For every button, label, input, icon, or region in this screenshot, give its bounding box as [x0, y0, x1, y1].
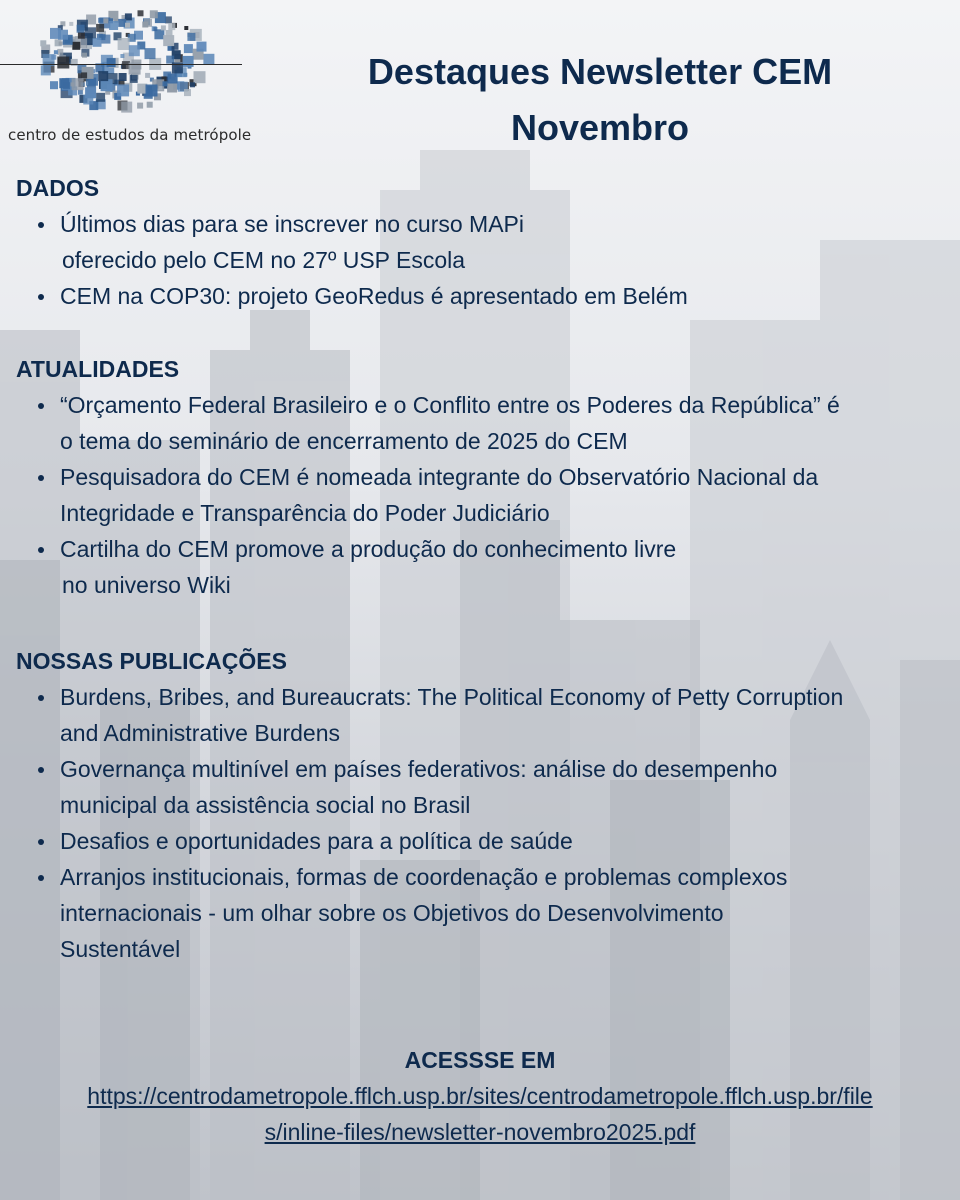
- logo-tile: [146, 85, 158, 97]
- logo-tile: [137, 103, 143, 109]
- logo-tile: [98, 71, 108, 81]
- logo-tile: [165, 16, 172, 23]
- logo-tile: [82, 53, 87, 58]
- logo-tile: [63, 82, 70, 89]
- logo-tile: [168, 74, 178, 84]
- item-line: Últimos dias para se inscrever no curso MAPi: [60, 211, 524, 237]
- logo-tile: [57, 49, 63, 55]
- list-item: [16, 751, 946, 823]
- logo-tile: [54, 50, 58, 54]
- logo-tile: [59, 42, 63, 46]
- access-heading: ACESSSE EM: [404, 1047, 556, 1073]
- item-line: Burdens, Bribes, and Bureaucrats: The Political Economy of Petty Corruption: [60, 684, 844, 710]
- item-line: Cartilha do CEM promove a produção do conhecimento livre: [60, 536, 677, 562]
- logo-tile: [187, 33, 195, 41]
- logo-tile: [96, 24, 104, 32]
- logo-tile: [103, 18, 108, 23]
- logo-tile: [159, 86, 163, 90]
- logo-tile: [163, 81, 168, 86]
- newsletter-link-line-1[interactable]: https://centrodametropole.fflch.usp.br/sites/centrodametropole.fflch.usp.br/file: [87, 1083, 873, 1109]
- section-dados: [16, 170, 946, 314]
- logo-tile: [72, 42, 80, 50]
- cem-logo: [0, 6, 250, 146]
- access-block: [0, 1042, 960, 1150]
- bullet-icon: [38, 839, 44, 845]
- logo-tile: [142, 22, 148, 28]
- logo-tile: [50, 81, 58, 89]
- logo-tile: [78, 90, 83, 95]
- item-line: Governança multinível em países federativos: análise do desempenho: [60, 756, 778, 782]
- logo-tile: [183, 56, 194, 67]
- logo-tile: [166, 56, 174, 64]
- section-heading-atualidades: ATUALIDADES: [16, 356, 180, 382]
- logo-tile: [184, 89, 191, 96]
- bullet-icon: [38, 547, 44, 553]
- logo-tile: [138, 10, 144, 16]
- logo-tile: [107, 58, 116, 67]
- item-line: “Orçamento Federal Brasileiro e o Conflito entre os Poderes da República” é: [60, 392, 840, 418]
- logo-tile: [184, 44, 193, 53]
- logo-divider-line: [0, 64, 242, 65]
- item-line: Sustentável: [60, 936, 181, 962]
- logo-tile: [96, 93, 105, 102]
- logo-tile: [41, 65, 51, 75]
- logo-tile: [81, 72, 87, 78]
- section-heading-publicacoes: NOSSAS PUBLICAÇÕES: [16, 648, 287, 674]
- bullet-icon: [38, 695, 44, 701]
- section-atualidades: [16, 351, 946, 603]
- logo-tile: [161, 25, 166, 30]
- logo-tile: [150, 10, 158, 18]
- logo-tile: [120, 54, 124, 58]
- bullet-icon: [38, 875, 44, 881]
- logo-tile: [168, 23, 175, 30]
- list-item: [16, 823, 946, 859]
- bullet-icon: [38, 767, 44, 773]
- logo-tile: [167, 83, 177, 93]
- logo-tile: [153, 27, 157, 31]
- logo-tile: [109, 21, 118, 30]
- item-line: Desafios e oportunidades para a política de saúde: [60, 828, 573, 854]
- bullet-icon: [38, 222, 44, 228]
- logo-tile: [85, 27, 96, 38]
- item-line: Arranjos institucionais, formas de coordenação e problemas complexos: [60, 864, 788, 890]
- logo-tile: [98, 18, 103, 23]
- logo-tile: [78, 32, 85, 39]
- item-line: no universo Wiki: [62, 572, 231, 598]
- logo-tile: [197, 42, 207, 52]
- logo-tile: [125, 23, 130, 28]
- list-dados: [16, 206, 946, 314]
- list-item: [16, 278, 946, 314]
- logo-tile: [163, 35, 174, 46]
- logo-tile: [58, 30, 68, 40]
- list-item: [16, 459, 946, 531]
- title-line-1: Destaques Newsletter CEM: [367, 51, 833, 92]
- list-publicacoes: [16, 679, 946, 967]
- list-item: [16, 387, 946, 459]
- bullet-icon: [38, 475, 44, 481]
- logo-mosaic-icon: [0, 6, 250, 116]
- list-atualidades: [16, 387, 946, 603]
- logo-tile: [77, 25, 85, 33]
- logo-tile: [145, 73, 150, 78]
- logo-tile: [184, 26, 188, 30]
- logo-tile: [190, 82, 195, 87]
- logo-tile: [101, 35, 110, 44]
- section-heading-dados: DADOS: [16, 175, 100, 201]
- logo-tile: [119, 73, 127, 81]
- logo-tile: [130, 75, 138, 83]
- item-line: oferecido pelo CEM no 27º USP Escola: [62, 247, 466, 273]
- logo-caption: centro de estudos da metrópole: [8, 126, 252, 144]
- newsletter-link-line-2[interactable]: s/inline-files/newsletter-novembro2025.pdf: [264, 1119, 696, 1145]
- logo-tile: [129, 45, 140, 56]
- title-line-2: Novembro: [510, 107, 690, 148]
- list-item: [16, 859, 946, 967]
- item-line: Integridade e Transparência do Poder Judiciário: [60, 500, 550, 526]
- bullet-icon: [38, 403, 44, 409]
- logo-tile: [118, 38, 130, 50]
- section-publicacoes: [16, 643, 946, 967]
- logo-tile: [147, 102, 153, 108]
- list-item: [16, 679, 946, 751]
- logo-tile: [69, 22, 73, 26]
- logo-tile: [117, 84, 129, 96]
- bullet-icon: [38, 294, 44, 300]
- item-line: and Administrative Burdens: [60, 720, 340, 746]
- item-line: Pesquisadora do CEM é nomeada integrante do Observatório Nacional da: [60, 464, 819, 490]
- list-item: [16, 206, 946, 278]
- logo-tile: [72, 78, 84, 90]
- logo-tile: [83, 95, 93, 105]
- item-line: internacionais - um olhar sobre os Objetivos do Desenvolvimento: [60, 900, 724, 926]
- list-item: [16, 531, 946, 603]
- logo-tile: [57, 57, 69, 69]
- item-line: municipal da assistência social no Brasil: [60, 792, 471, 818]
- logo-tile: [194, 71, 206, 83]
- logo-tile: [145, 48, 156, 59]
- logo-tile: [40, 40, 46, 46]
- logo-tile: [51, 55, 56, 60]
- logo-tile: [93, 38, 102, 47]
- item-line: CEM na COP30: projeto GeoRedus é apresentado em Belém: [60, 283, 688, 309]
- logo-tile: [121, 102, 132, 113]
- item-line: o tema do seminário de encerramento de 2025 do CEM: [60, 428, 628, 454]
- page-title: [300, 44, 900, 156]
